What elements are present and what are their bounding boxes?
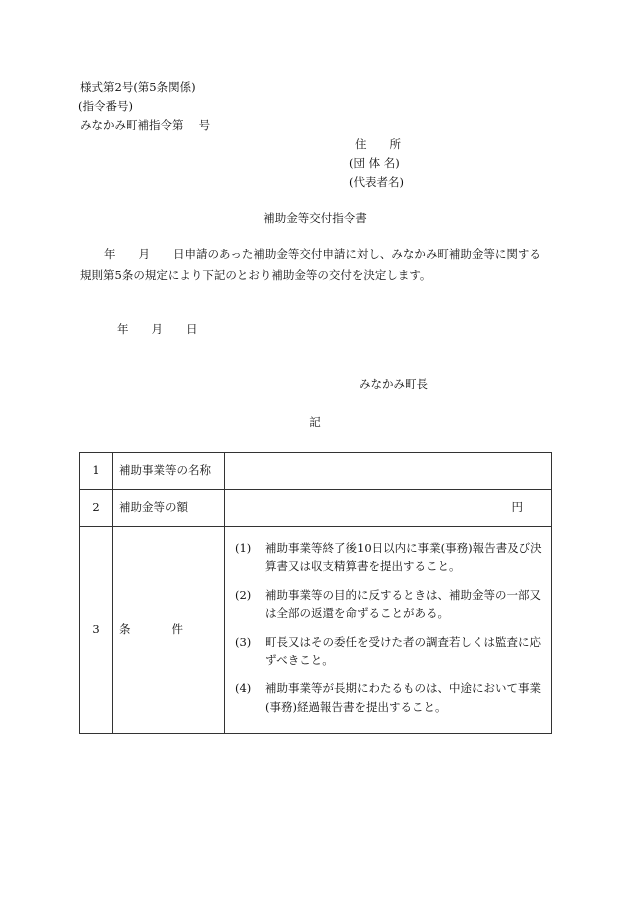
conditions-list bbox=[225, 527, 552, 734]
addressee-organization: (団 体 名) bbox=[349, 156, 400, 170]
document-title: 補助金等交付指令書 bbox=[263, 211, 367, 225]
conditions-label-b: 件 bbox=[171, 622, 183, 637]
grant-details-table bbox=[79, 452, 552, 734]
condition-text: 補助事業等が長期にわたるものは、中途において事業(事務)経過報告書を提出すること。 bbox=[265, 681, 541, 714]
condition-number: (2) bbox=[235, 587, 252, 602]
row-label: 補助事業等の名称 bbox=[113, 453, 225, 490]
conditions-label-a: 条 bbox=[119, 622, 131, 637]
amount-unit: 円 bbox=[225, 490, 552, 527]
row-number: 2 bbox=[80, 490, 113, 527]
issuer-name: みなかみ町長 bbox=[359, 377, 428, 391]
ki-heading: 記 bbox=[309, 415, 321, 429]
condition-text: 町長又はその委任を受けた者の調査若しくは監査に応ずべきこと。 bbox=[265, 634, 541, 667]
condition-number: (1) bbox=[235, 541, 252, 555]
addressee-representative: (代表者名) bbox=[349, 175, 404, 189]
addressee-address: 住 所 bbox=[355, 137, 401, 151]
condition-number: (4) bbox=[235, 681, 252, 696]
issue-date: 年 月 日 bbox=[117, 322, 198, 336]
form-number: 様式第2号(第5条関係) bbox=[80, 80, 196, 94]
row-number: 3 bbox=[80, 527, 113, 734]
table-row bbox=[80, 453, 552, 490]
condition-item bbox=[235, 633, 545, 670]
condition-item bbox=[235, 679, 545, 716]
condition-item bbox=[235, 539, 545, 576]
table-row bbox=[80, 527, 552, 734]
condition-number: (3) bbox=[235, 634, 252, 649]
directive-number-label: (指令番号) bbox=[78, 99, 133, 113]
table-row bbox=[80, 490, 552, 527]
condition-text: 補助事業等終了後10日以内に事業(事務)報告書及び決算書又は収支精算書を提出すること。 bbox=[265, 541, 542, 574]
condition-text: 補助事業等の目的に反するときは、補助金等の一部又は全部の返還を命ずることがある。 bbox=[265, 587, 541, 621]
body-text-line-2: 規則第5条の規定により下記のとおり補助金等の交付を決定します。 bbox=[80, 268, 432, 282]
directive-reference: みなかみ町補指令第 号 bbox=[80, 118, 211, 132]
row-number: 1 bbox=[80, 453, 113, 490]
conditions-label bbox=[113, 527, 225, 734]
condition-item bbox=[235, 586, 545, 623]
row-label: 補助金等の額 bbox=[113, 490, 225, 527]
body-text-line-1: 年 月 日申請のあった補助金等交付申請に対し、みなかみ町補助金等に関する bbox=[104, 247, 541, 261]
row-value bbox=[225, 453, 552, 490]
